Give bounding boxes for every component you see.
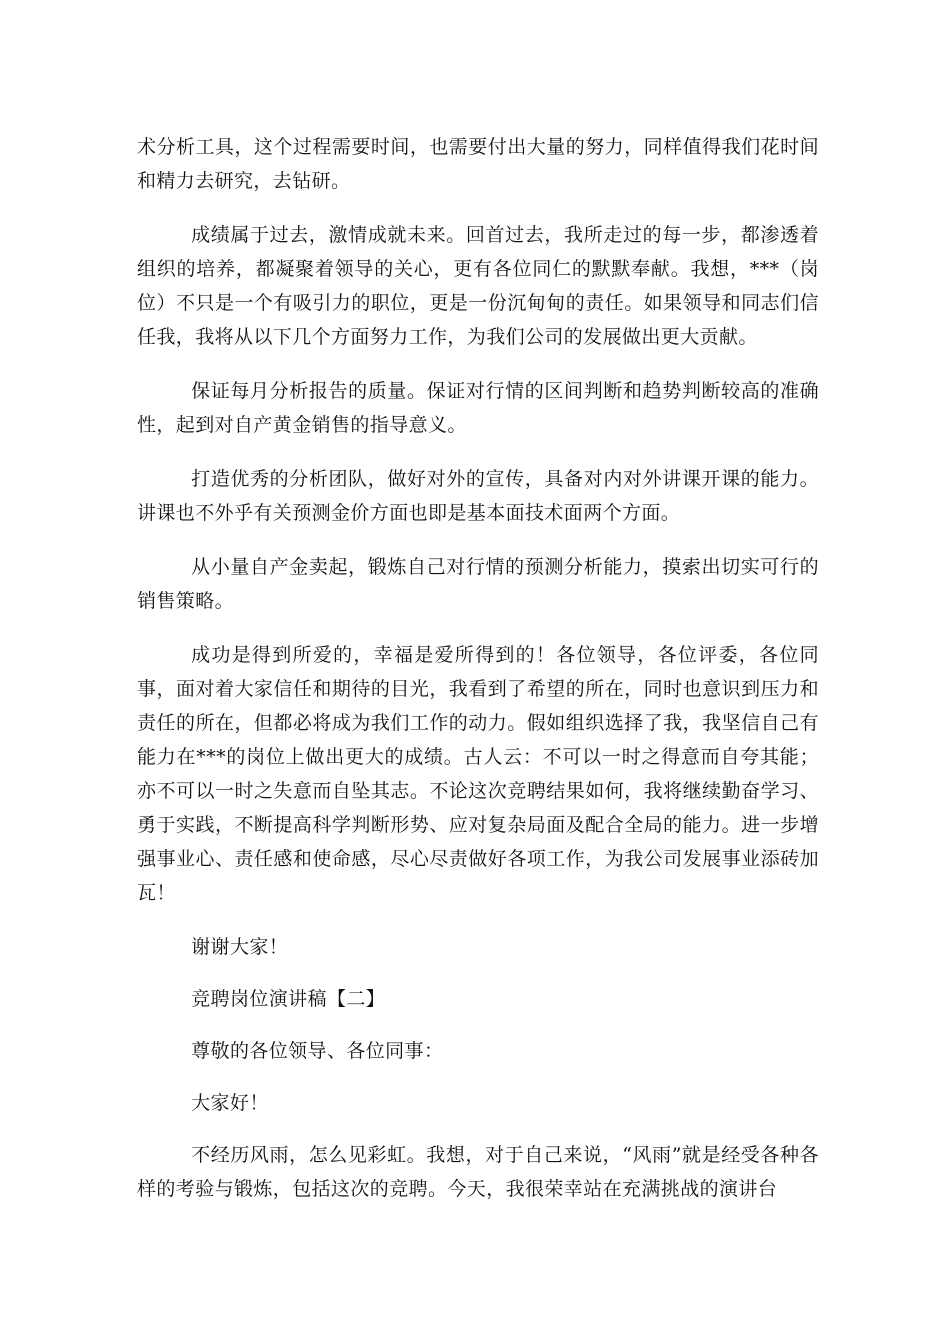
paragraph-opening: 不经历风雨，怎么见彩虹。我想，对于自己来说，“风雨”就是经受各种各样的考验与锻炼，包括这次的竞聘。今天，我很荣幸站在充满挑战的演讲台 [137, 1144, 819, 1200]
paragraph-continuation: 术分析工具，这个过程需要时间，也需要付出大量的努力，同样值得我们花时间和精力去研究，去钻研。 [137, 136, 819, 192]
paragraph-achievements: 成绩属于过去，激情成就未来。回首过去，我所走过的每一步，都渗透着组织的培养，都凝聚着领导的关心，更有各位同仁的默默奉献。我想，***（岗位）不只是一个有吸引力的职位，更是一份沉甸甸的责任。如果领导和同志们信任我，我将从以下几个方面努力工作，为我们公司的发展做出更大贡献。 [137, 224, 819, 348]
paragraph-success: 成功是得到所爱的，幸福是爱所得到的！各位领导，各位评委，各位同事，面对着大家信任和期待的目光，我看到了希望的所在，同时也意识到压力和责任的所在，但都必将成为我们工作的动力。假如组织选择了我，我坚信自己有能力在***的岗位上做出更大的成绩。古人云：不可以一时之得意而自夸其能；亦不可以一时之失意而自坠其志。不论这次竞聘结果如何，我将继续勤奋学习、勇于实践，不断提高科学判断形势、应对复杂局面及配合全局的能力。进一步增强事业心、责任感和使命感，尽心尽责做好各项工作，为我公司发展事业添砖加瓦！ [137, 644, 819, 904]
paragraph-sales-strategy: 从小量自产金卖起，锻炼自己对行情的预测分析能力，摸索出切实可行的销售策略。 [137, 556, 819, 612]
paragraph-greeting: 大家好！ [191, 1092, 269, 1114]
paragraph-salutation: 尊敬的各位领导、各位同事： [191, 1040, 444, 1062]
paragraph-analysis-team: 打造优秀的分析团队，做好对外的宣传，具备对内对外讲课开课的能力。讲课也不外乎有关预测金价方面也即是基本面技术面两个方面。 [137, 468, 819, 524]
document-body [137, 130, 819, 1226]
paragraph-report-quality: 保证每月分析报告的质量。保证对行情的区间判断和趋势判断较高的准确性，起到对自产黄金销售的指导意义。 [137, 380, 819, 436]
paragraph-thanks: 谢谢大家！ [191, 936, 289, 958]
section-heading: 竞聘岗位演讲稿【二】 [191, 988, 386, 1010]
